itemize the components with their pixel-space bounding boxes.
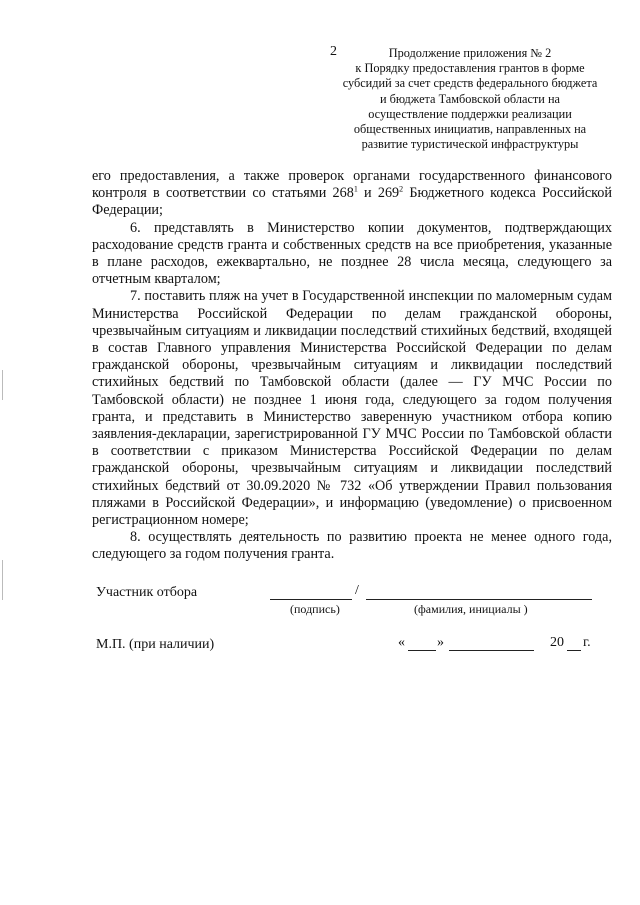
header-line: и бюджета Тамбовской области на bbox=[380, 91, 560, 106]
header-line: общественных инициатив, направленных на bbox=[353, 122, 587, 137]
year-line bbox=[567, 650, 581, 651]
signature-line bbox=[270, 599, 352, 600]
page-number: 2 bbox=[330, 44, 337, 59]
header-line: Продолжение приложения № 2 bbox=[388, 46, 552, 60]
paragraph-item-6: 6. представлять в Министерство копии документов, подтверждающих расходование средств гранта и собственных средств на все приобретения, указанные в плане расходов, ежеквартально, не позднее 28 числа месяца, следующего за отчетным кварталом; bbox=[92, 219, 612, 288]
date-close-quote: » bbox=[437, 635, 444, 650]
appendix-header bbox=[340, 46, 600, 152]
document-body bbox=[92, 168, 612, 564]
name-caption: (фамилия, инициалы ) bbox=[414, 602, 528, 616]
scan-edge-mark bbox=[2, 370, 3, 400]
name-line bbox=[366, 599, 592, 600]
header-line: субсидий за счет средств федерального бюджета bbox=[342, 76, 598, 91]
paragraph-continuation: его предоставления, а также проверок органами государственного финансового контроля в соответствии со статьями $268^1$ и $269^2$ Бюджетного кодекса Российской Федерации; bbox=[92, 168, 612, 219]
signature-caption: (подпись) bbox=[290, 602, 340, 616]
day-line bbox=[408, 650, 436, 651]
header-line: осуществление поддержки реализации bbox=[368, 106, 572, 121]
year-prefix: 20 bbox=[550, 635, 564, 650]
paragraph-item-7: 7. поставить пляж на учет в Государственной инспекции по маломерным судам Министерства Российской Федерации по делам гражданской обороны, чрезвычайным ситуациям и ликвидации последствий стихийных бедствий, входящей в состав Главного управления Министерства Российской Федерации по делам гражданской обороны, чрезвычайным ситуациям и ликвидации последствий стихийных бедствий по Тамбовской области (далее — ГУ МЧС России по Тамбовской области) не позднее 1 июня года, следующего за годом получения гранта, и представить в Министерство заверенную участником отбора копию заявления-декларации, зарегистрированной ГУ МЧС России по Тамбовской области в соответствии с приказом Министерства Российской Федерации по делам гражданской обороны, чрезвычайным ситуациям и ликвидации последствий стихийных бедствий от 30.09.2020 № 732 «Об утверждении Правил пользования пляжами в Российской Федерации», и информацию (уведомление) о присвоенном регистрационном номере; bbox=[92, 288, 612, 529]
scan-edge-mark bbox=[2, 560, 3, 600]
paragraph-item-8: 8. осуществлять деятельность по развитию проекта не менее одного года, следующего за годом получения гранта. bbox=[92, 529, 612, 563]
header-line: развитие туристической инфраструктуры bbox=[361, 137, 579, 152]
year-suffix: г. bbox=[583, 635, 591, 650]
month-line bbox=[449, 650, 534, 651]
participant-label: Участник отбора bbox=[96, 585, 198, 600]
header-line: к Порядку предоставления грантов в форме bbox=[355, 61, 585, 76]
date-open-quote: « bbox=[398, 635, 405, 650]
stamp-label: М.П. (при наличии) bbox=[96, 637, 215, 652]
slash-separator: / bbox=[355, 583, 359, 598]
